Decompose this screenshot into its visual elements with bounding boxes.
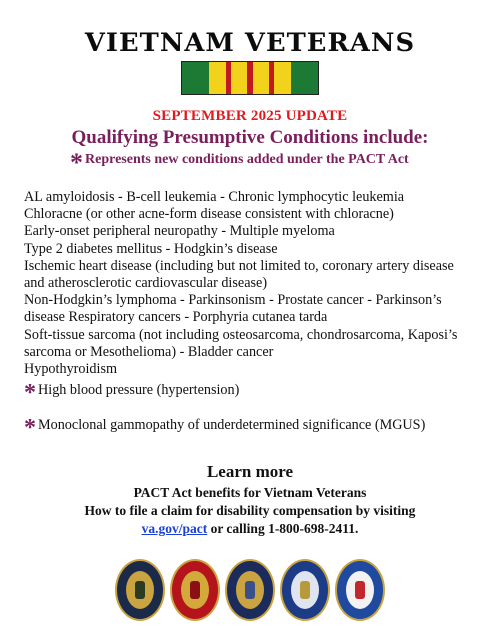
military-seals-row bbox=[115, 559, 385, 623]
new-conditions-note bbox=[70, 150, 409, 176]
condition-line: sarcoma or Mesothelioma) - Bladder cancer bbox=[24, 343, 274, 360]
new-condition-mgus bbox=[24, 416, 425, 440]
qualifying-heading: Qualifying Presumptive Conditions include: bbox=[71, 127, 429, 148]
ribbon-stripe bbox=[231, 62, 247, 94]
seal-emblem-icon bbox=[190, 581, 200, 599]
condition-line: Chloracne (or other acne-form disease consistent with chloracne) bbox=[24, 206, 394, 223]
coast-guard-seal bbox=[335, 559, 385, 621]
ribbon-stripe bbox=[253, 62, 269, 94]
condition-line: Ischemic heart disease (including but not limited to, coronary artery disease bbox=[24, 257, 454, 274]
asterisk-icon: * bbox=[24, 380, 36, 406]
ribbon-stripe bbox=[291, 62, 318, 94]
conditions-list bbox=[24, 189, 484, 378]
how-to-file-line: How to file a claim for disability compensation by visiting bbox=[84, 503, 416, 518]
marine-corps-seal bbox=[170, 559, 220, 621]
new-condition-text: High blood pressure (hypertension) bbox=[38, 382, 240, 398]
update-banner: SEPTEMBER 2025 UPDATE bbox=[152, 108, 348, 124]
navy-seal bbox=[225, 559, 275, 621]
seal-emblem-icon bbox=[135, 581, 145, 599]
asterisk-icon: * bbox=[70, 148, 83, 177]
condition-line: Type 2 diabetes mellitus - Hodgkin’s disease bbox=[24, 240, 278, 257]
new-condition-text: Monoclonal gammopathy of underdetermined significance (MGUS) bbox=[38, 417, 426, 433]
condition-line: Early-onset peripheral neuropathy - Multiple myeloma bbox=[24, 223, 335, 240]
new-condition-hypertension bbox=[24, 381, 239, 405]
contact-line bbox=[0, 521, 500, 537]
ribbon-stripe bbox=[182, 62, 209, 94]
seal-emblem-icon bbox=[355, 581, 365, 599]
ribbon-stripe bbox=[209, 62, 225, 94]
phone-text: or calling 1-800-698-2411. bbox=[207, 521, 359, 536]
seal-emblem-icon bbox=[245, 581, 255, 599]
condition-line: Hypothyroidism bbox=[24, 361, 118, 378]
page-title: VIETNAM VETERANS bbox=[84, 28, 416, 57]
condition-line: AL amyloidosis - B-cell leukemia - Chronic lymphocytic leukemia bbox=[24, 189, 405, 205]
asterisk-icon: * bbox=[24, 415, 36, 441]
condition-line: disease Respiratory cancers - Porphyria cutanea tarda bbox=[24, 309, 328, 326]
air-force-seal bbox=[280, 559, 330, 621]
condition-line: and atherosclerotic cardiovascular disease) bbox=[24, 275, 268, 292]
va-pact-link[interactable]: va.gov/pact bbox=[141, 521, 208, 536]
learn-more-heading: Learn more bbox=[206, 462, 294, 481]
condition-line: Non-Hodgkin’s lymphoma - Parkinsonism - Prostate cancer - Parkinson’s bbox=[24, 292, 442, 309]
army-seal bbox=[115, 559, 165, 621]
pact-benefits-line: PACT Act benefits for Vietnam Veterans bbox=[133, 485, 367, 500]
seal-emblem-icon bbox=[300, 581, 310, 599]
vietnam-service-ribbon bbox=[181, 61, 319, 95]
ribbon-stripe bbox=[274, 62, 290, 94]
condition-line: Soft-tissue sarcoma (not including osteosarcoma, chondrosarcoma, Kaposi’s bbox=[24, 326, 458, 343]
new-conditions-note-text: Represents new conditions added under the PACT Act bbox=[85, 152, 409, 167]
